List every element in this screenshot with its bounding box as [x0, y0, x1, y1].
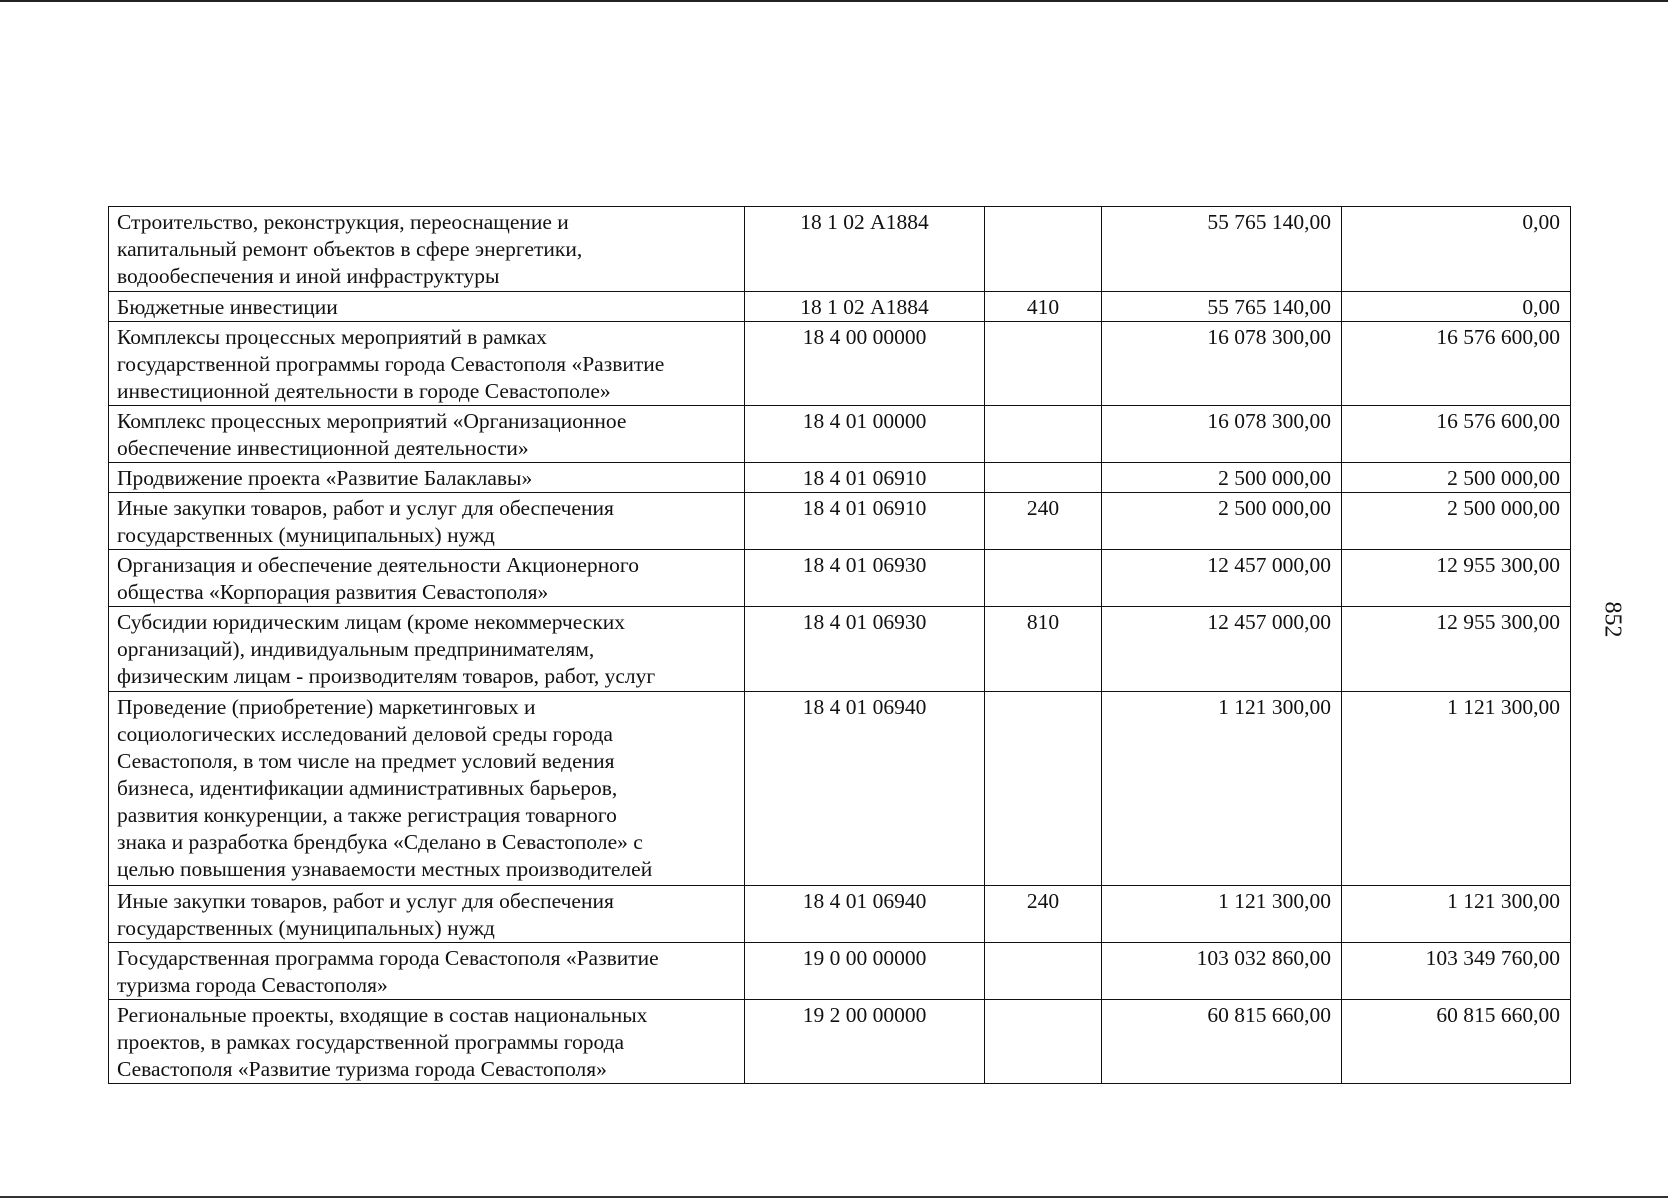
amount-year1-cell: 2 500 000,00 — [1102, 493, 1342, 550]
table-row — [109, 886, 1571, 943]
amount-year1-cell: 16 078 300,00 — [1102, 322, 1342, 406]
amount-year1-cell: 16 078 300,00 — [1102, 406, 1342, 463]
table-row — [109, 943, 1571, 1000]
target-code-cell: 18 4 00 00000 — [745, 322, 985, 406]
amount-year1-cell: 1 121 300,00 — [1102, 692, 1342, 886]
table-row — [109, 550, 1571, 607]
row-name-cell: Строительство, реконструкция, переоснащение и капитальный ремонт объектов в сфере энергетики, водообеспечения и иной инфраструктуры — [109, 207, 745, 292]
target-code-cell: 18 4 01 06910 — [745, 463, 985, 493]
expense-type-cell — [985, 463, 1102, 493]
amount-year1-cell: 1 121 300,00 — [1102, 886, 1342, 943]
row-name-cell: Иные закупки товаров, работ и услуг для обеспечения государственных (муниципальных) нужд — [109, 886, 745, 943]
row-name-cell: Иные закупки товаров, работ и услуг для обеспечения государственных (муниципальных) нужд — [109, 493, 745, 550]
row-name-cell: Проведение (приобретение) маркетинговых и социологических исследований деловой среды города Севастополя, в том числе на предмет условий ведения бизнеса, идентификации административных барьеров, развития конкуренции, а также регистрация товарного знака и разработка брендбука «Сделано в Севастополе» с целью повышения узнаваемости местных производителей — [109, 692, 745, 886]
amount-year2-cell: 16 576 600,00 — [1342, 406, 1571, 463]
target-code-cell: 18 1 02 А1884 — [745, 292, 985, 322]
target-code-cell: 18 4 01 06930 — [745, 550, 985, 607]
target-code-cell: 19 2 00 00000 — [745, 1000, 985, 1084]
scan-border-bottom — [0, 1196, 1668, 1198]
table-row — [109, 406, 1571, 463]
expense-type-cell — [985, 1000, 1102, 1084]
expense-type-cell — [985, 322, 1102, 406]
target-code-cell: 18 4 01 06930 — [745, 607, 985, 692]
amount-year2-cell: 2 500 000,00 — [1342, 493, 1571, 550]
expense-type-cell — [985, 692, 1102, 886]
amount-year2-cell: 2 500 000,00 — [1342, 463, 1571, 493]
amount-year2-cell: 1 121 300,00 — [1342, 886, 1571, 943]
amount-year2-cell: 1 121 300,00 — [1342, 692, 1571, 886]
expense-type-cell: 240 — [985, 886, 1102, 943]
table-row — [109, 322, 1571, 406]
budget-table-body — [109, 207, 1571, 1084]
page-number: 852 — [1599, 601, 1626, 638]
amount-year1-cell: 103 032 860,00 — [1102, 943, 1342, 1000]
amount-year1-cell: 55 765 140,00 — [1102, 207, 1342, 292]
row-name-cell: Региональные проекты, входящие в состав национальных проектов, в рамках государственной программы города Севастополя «Развитие туризма города Севастополя» — [109, 1000, 745, 1084]
table-row — [109, 692, 1571, 886]
amount-year1-cell: 60 815 660,00 — [1102, 1000, 1342, 1084]
row-name-cell: Субсидии юридическим лицам (кроме некоммерческих организаций), индивидуальным предпринимателям, физическим лицам - производителям товаров, работ, услуг — [109, 607, 745, 692]
target-code-cell: 18 4 01 00000 — [745, 406, 985, 463]
amount-year2-cell: 12 955 300,00 — [1342, 550, 1571, 607]
amount-year1-cell: 12 457 000,00 — [1102, 550, 1342, 607]
amount-year2-cell: 16 576 600,00 — [1342, 322, 1571, 406]
expense-type-cell: 240 — [985, 493, 1102, 550]
amount-year2-cell: 0,00 — [1342, 292, 1571, 322]
scan-border-top — [0, 0, 1668, 2]
table-row — [109, 493, 1571, 550]
row-name-cell: Комплекс процессных мероприятий «Организационное обеспечение инвестиционной деятельности» — [109, 406, 745, 463]
row-name-cell: Государственная программа города Севастополя «Развитие туризма города Севастополя» — [109, 943, 745, 1000]
expense-type-cell: 810 — [985, 607, 1102, 692]
amount-year2-cell: 60 815 660,00 — [1342, 1000, 1571, 1084]
row-name-cell: Организация и обеспечение деятельности Акционерного общества «Корпорация развития Севастополя» — [109, 550, 745, 607]
table-row — [109, 292, 1571, 322]
amount-year2-cell: 12 955 300,00 — [1342, 607, 1571, 692]
budget-table — [108, 206, 1571, 1084]
amount-year2-cell: 0,00 — [1342, 207, 1571, 292]
expense-type-cell — [985, 207, 1102, 292]
target-code-cell: 19 0 00 00000 — [745, 943, 985, 1000]
table-row — [109, 607, 1571, 692]
table-row — [109, 207, 1571, 292]
table-row — [109, 1000, 1571, 1084]
target-code-cell: 18 1 02 А1884 — [745, 207, 985, 292]
table-row — [109, 463, 1571, 493]
target-code-cell: 18 4 01 06910 — [745, 493, 985, 550]
amount-year2-cell: 103 349 760,00 — [1342, 943, 1571, 1000]
amount-year1-cell: 2 500 000,00 — [1102, 463, 1342, 493]
amount-year1-cell: 55 765 140,00 — [1102, 292, 1342, 322]
target-code-cell: 18 4 01 06940 — [745, 886, 985, 943]
row-name-cell: Продвижение проекта «Развитие Балаклавы» — [109, 463, 745, 493]
expense-type-cell: 410 — [985, 292, 1102, 322]
expense-type-cell — [985, 406, 1102, 463]
expense-type-cell — [985, 550, 1102, 607]
amount-year1-cell: 12 457 000,00 — [1102, 607, 1342, 692]
target-code-cell: 18 4 01 06940 — [745, 692, 985, 886]
row-name-cell: Комплексы процессных мероприятий в рамках государственной программы города Севастополя «Развитие инвестиционной деятельности в городе Севастополе» — [109, 322, 745, 406]
row-name-cell: Бюджетные инвестиции — [109, 292, 745, 322]
expense-type-cell — [985, 943, 1102, 1000]
